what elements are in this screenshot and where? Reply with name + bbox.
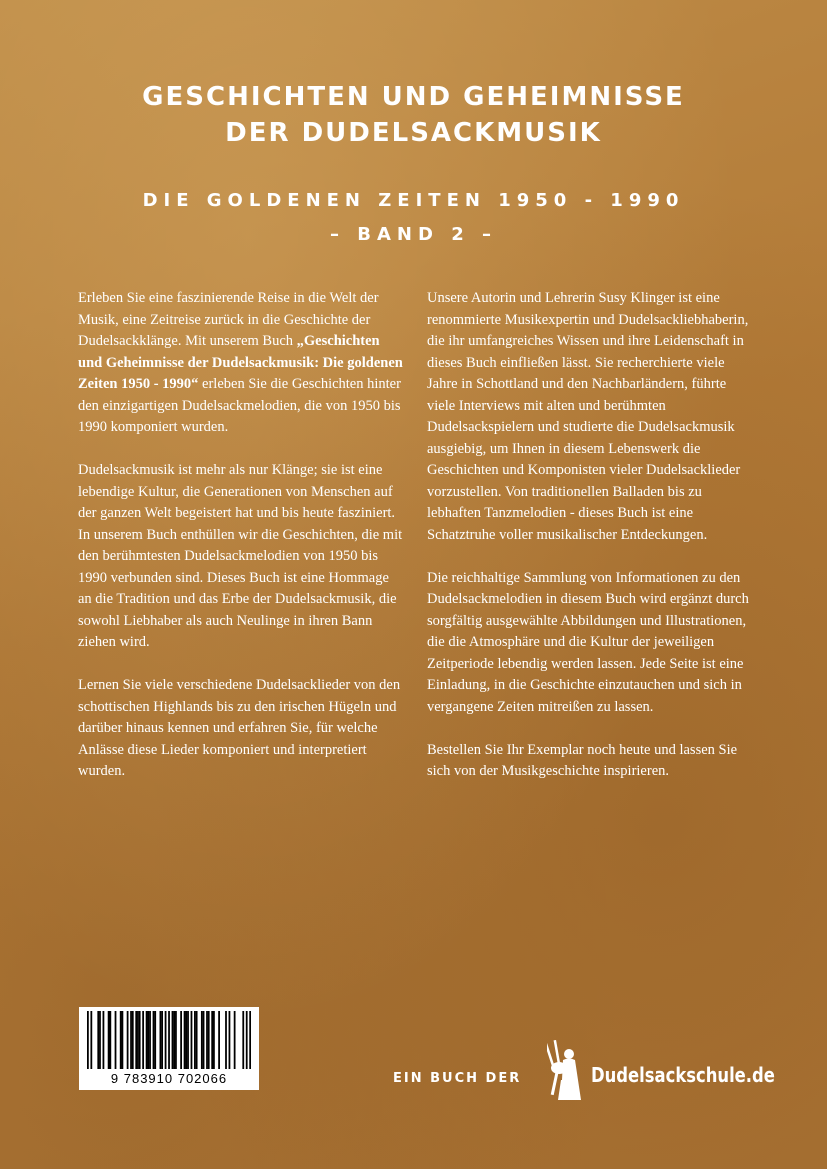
barcode-bar	[149, 1011, 151, 1069]
publisher-brand: Dudelsackschule.de	[591, 1063, 775, 1087]
barcode-bar	[175, 1011, 177, 1069]
barcode-bar	[206, 1011, 208, 1069]
barcode-bar	[97, 1011, 99, 1069]
barcode-bar	[161, 1011, 163, 1069]
barcode-bar	[146, 1011, 148, 1069]
barcode-bar	[142, 1011, 144, 1069]
text-column-left	[78, 288, 404, 804]
barcode-bar	[185, 1011, 187, 1069]
barcode-bar	[130, 1011, 132, 1069]
paragraph: Unsere Autorin und Lehrerin Susy Klinger ist eine renommierte Musikexpertin und Dudelsackliebhaberin, die ihr umfangreiches Wissen und ihre Leidenschaft in dieses Buch einfließen lässt. Sie recherchierte viele Jahre in Schottland und den Nachbarländern, führte viele Interviews mit alten und berühmten Dudelsackspielern und studierte die Dudelsackmusik ausgiebig, um Ihnen in diesem Lebenswerk die Geschichten und Komponisten vieler Dudelsacklieder vorzustellen. Von traditionellen Balladen bis zu lebhaften Tanzmelodien - dieses Buch ist eine Schatztruhe voller musikalischer Entdeckungen.	[427, 290, 749, 543]
paragraph	[78, 288, 404, 439]
cover-title-line-1: GESCHICHTEN UND GEHEIMNISSE	[142, 82, 685, 112]
text-column-right	[427, 288, 753, 804]
barcode-bar	[242, 1011, 244, 1069]
paragraph: Dudelsackmusik ist mehr als nur Klänge; sie ist eine lebendige Kultur, die Generationen von Menschen auf der ganzen Welt begeistert hat und bis heute fasziniert. In unserem Buch enthüllen wir die Geschichten, die mit den berühmtesten Dudelsackmelodien von 1950 bis 1990 verbunden sind. Dieses Buch ist eine Hommage an die Tradition und das Erbe der Dudelsackmusik, die sowohl Liebhaber als auch Neulinge in ihren Bann ziehen wird.	[78, 462, 403, 650]
barcode-bar	[99, 1011, 101, 1069]
barcode-bar	[132, 1011, 134, 1069]
barcode-bar	[103, 1011, 105, 1069]
barcode-bar	[165, 1011, 167, 1069]
barcode-bar	[225, 1011, 227, 1069]
barcode-bar	[218, 1011, 220, 1069]
barcode-bar	[229, 1011, 231, 1069]
barcode-bar	[108, 1011, 110, 1069]
barcode-bar	[127, 1011, 129, 1069]
barcode-bar	[184, 1011, 186, 1069]
barcode-bar	[191, 1011, 193, 1069]
paragraph: Die reichhaltige Sammlung von Informationen zu den Dudelsackmelodien in diesem Buch wird ergänzt durch sorgfältig ausgewählte Abbildungen und Illustrationen, die die Atmosphäre und die Kultur der jeweiligen Zeitperiode lebendig werden lassen. Jede Seite ist eine Einladung, in die Geschichte einzutauchen und sich in vergangene Zeiten mitreißen zu lassen.	[427, 569, 749, 715]
volume-label: – BAND 2 –	[330, 224, 497, 245]
barcode-bar	[90, 1011, 92, 1069]
barcode-bar	[246, 1011, 248, 1069]
barcode-bar	[168, 1011, 170, 1069]
barcode-bar	[160, 1011, 162, 1069]
paragraph-rest: erleben Sie die Geschichten hinter den einzigartigen Dudelsackmelodien, die von 1950 bis 1990 komponiert wurden.	[78, 376, 401, 435]
barcode-bar	[208, 1011, 210, 1069]
barcode-bar	[196, 1011, 198, 1069]
paragraph: Lernen Sie viele verschiedene Dudelsacklieder von den schottischen Highlands bis zu den irischen Hügeln und darüber hinaus kennen und erfahren Sie, für welche Anlässe diese Lieder komponiert und interpretiert wurden.	[78, 677, 401, 779]
publisher-label: EIN BUCH DER	[393, 1071, 522, 1086]
barcode-bar	[153, 1011, 155, 1069]
barcode-bar	[201, 1011, 203, 1069]
barcode-bars	[87, 1011, 251, 1071]
bagpiper-icon	[547, 1040, 587, 1102]
barcode-bar	[249, 1011, 251, 1069]
barcode-bar	[135, 1011, 137, 1069]
barcode-bar	[137, 1011, 139, 1069]
barcode-digits: 9 783910 702066	[110, 1071, 228, 1086]
barcode-bar	[173, 1011, 175, 1069]
barcode-bar	[211, 1011, 213, 1069]
paragraph-intro: Erleben Sie eine faszinierende Reise in die Welt der Musik, eine Zeitreise zurück in die Geschichte der Dudelsackklänge. Mit unserem Buch	[78, 290, 379, 349]
barcode-bar	[203, 1011, 205, 1069]
barcode-bar	[187, 1011, 189, 1069]
barcode-bar	[109, 1011, 111, 1069]
cover-subtitle: DIE GOLDENEN ZEITEN 1950 - 1990	[142, 190, 685, 211]
cover-title-line-2: DER DUDELSACKMUSIK	[225, 118, 602, 148]
barcode-bar	[180, 1011, 182, 1069]
barcode-bar	[172, 1011, 174, 1069]
barcode-bar	[115, 1011, 117, 1069]
book-title-quote: „Geschichten und Geheimnisse der Dudelsackmusik: Die goldenen Zeiten 1950 - 1990“	[78, 333, 403, 392]
isbn-barcode	[79, 1007, 259, 1090]
barcode-bar	[147, 1011, 149, 1069]
barcode-bar	[194, 1011, 196, 1069]
barcode-bar	[234, 1011, 236, 1069]
barcode-bar	[213, 1011, 215, 1069]
paragraph: Bestellen Sie Ihr Exemplar noch heute und lassen Sie sich von der Musikgeschichte inspirieren.	[427, 741, 738, 779]
barcode-bar	[120, 1011, 122, 1069]
barcode-bar	[87, 1011, 89, 1069]
barcode-bar	[154, 1011, 156, 1069]
barcode-bar	[139, 1011, 141, 1069]
barcode-bar	[122, 1011, 124, 1069]
